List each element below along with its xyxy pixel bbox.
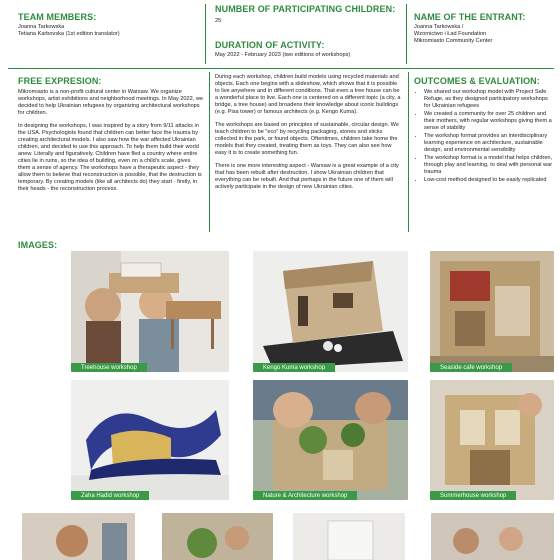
photo-row3-3 (293, 513, 405, 560)
team-member-1: Joanna Tarkowska (18, 24, 65, 30)
participants-section (215, 4, 400, 25)
middle-text-section (215, 74, 403, 197)
entrant-line-2: Wzornictwo i Ład Foundation (414, 31, 487, 37)
caption-nature-architecture: Nature & Architecture workshop (253, 491, 357, 500)
photo-row3-4 (431, 513, 554, 560)
outcome-item-4: • The workshop format is a model that helps children, through play and learning, to deal with personal war trauma (424, 155, 554, 176)
participants-title: NUMBER OF PARTICIPATING CHILDREN: (215, 4, 396, 14)
outcome-item-1: • We shared our workshop model with Project Safe Refuge, as they designed participatory workshops for Ukrainian refugees (424, 89, 554, 110)
photo-nature-architecture-workshop (253, 380, 408, 500)
caption-kengo-kuma: Kengo Kuma workshop (253, 363, 335, 372)
outcomes-title: OUTCOMES & EVALUATION: (414, 76, 540, 86)
team-member-2: Tetiana Karbovska (1st edition translator) (18, 31, 120, 37)
duration-section (215, 40, 405, 59)
participants-value: 25 (215, 18, 222, 24)
middle-paragraph-1: During each workshop, children build models using recycled materials and objects. Each one begins with a slideshow, which shows that it is possible to live anywhere and in different conditions. That even a tree house can be a wonderful place to live. Each one is centered on a different topic (a city, a bridge, a tree house) and broadens their knowledge about iconic buildings (e.g. Pisa tower) or famous architects (e.g. Kengo Kuma). (215, 74, 401, 115)
caption-zaha-hadid: Zaha Hadid workshop (71, 491, 149, 500)
photo-kengo-kuma-image (253, 251, 408, 372)
free-expression-title: FREE EXPRESION: (18, 76, 102, 86)
photo-summerhouse-workshop (430, 380, 554, 500)
photo-row3-2 (162, 513, 273, 560)
entrant-section (414, 12, 554, 45)
free-expression-section (18, 76, 204, 199)
team-members-title: TEAM MEMBERS: (18, 12, 97, 22)
photo-kengo-kuma-workshop (253, 251, 408, 372)
photo-treehouse-image (71, 251, 229, 372)
middle-paragraph-3: There is one more interesting aspect - Warsaw is a great example of a city that has been rebuilt after destruction. I show Ukrainian children that everything can be rebuilt. And that perhaps in the future one of them will actively participate in the design of new Ukrainian cities. (215, 163, 399, 190)
photo-zaha-hadid-image (71, 380, 229, 500)
content-divider-2 (408, 72, 409, 232)
caption-summerhouse: Summerhouse workshop (430, 491, 516, 500)
photo-seaside-cafe-workshop (430, 251, 554, 372)
photo-row3-1 (22, 513, 135, 560)
outcome-item-2: • We created a community for over 25 children and their mothers, with regular workshops giving them a sense of stability (424, 111, 554, 132)
entrant-line-1: Joanna Tarkowska / (414, 24, 464, 30)
photo-row3-3-image (293, 513, 405, 560)
outcome-item-5: • Low-cost method designed to be easily replicated (424, 177, 554, 184)
middle-paragraph-2: The workshops are based on principles of sustainable, circular design. We teach children to be "eco" by recycling packaging, stones and sticks collected in the park, or found objects. Oftentimes, children take home the models that they created, treating them as toys. They can also see how easy it is to create something fun. (215, 122, 399, 156)
outcome-item-3: • The workshop format provides an interdisciplinary learning experience on architecture, sustainable design, and environmental sensibility (424, 133, 554, 154)
photo-treehouse-workshop (71, 251, 229, 372)
free-expression-paragraph-1: Mikromiasto is a non-profit cultural center in Warsaw. We organize workshops, artist exhibitions and neighborhood meetings. In May 2022, we decided to help Ukrainian refugees by organizing architectural workshops for children. (18, 89, 204, 116)
entrant-line-3: Mikromiasto Community Center (414, 38, 493, 44)
header-divider-2 (406, 4, 407, 64)
photo-zaha-hadid-workshop (71, 380, 229, 500)
outcomes-list (414, 89, 554, 184)
images-title: IMAGES: (18, 240, 58, 250)
outcomes-section (414, 76, 554, 185)
duration-title: DURATION OF ACTIVITY: (215, 40, 325, 50)
photo-nature-architecture-image (253, 380, 408, 500)
photo-summerhouse-image (430, 380, 554, 500)
entrant-title: NAME OF THE ENTRANT: (414, 12, 526, 22)
photo-row3-4-image (431, 513, 554, 560)
photo-seaside-cafe-image (430, 251, 554, 372)
team-members-section (18, 12, 198, 38)
photo-row3-1-image (22, 513, 135, 560)
caption-seaside-cafe: Seaside cafe workshop (430, 363, 512, 372)
free-expression-paragraph-2: In designing the workshops, I was inspired by a story from 9/11 attacks in the USA. Psychologists found that children can better face the trauma by creating architectural models. I also saw how the war affected Ukrainian children, and decided to use this approach. To help them build their world anew. Literally and figuratively. Children have fled a country where entire cities lie in ruins, so the idea of building, even on a child's scale, gives them a sense of agency. The workshops have a therapeutic aspect - they allow them to believe that reconstruction is possible, that the destruction is temporary. By creating models (like all architects do) they start - firstly, in their heads - the reconstruction process. (18, 123, 202, 192)
caption-treehouse: Treehouse workshop (71, 363, 147, 372)
header-divider-1 (205, 4, 206, 64)
duration-value: May 2022 - February 2023 (two editions of workshops) (215, 52, 351, 58)
header-bottom-rule (8, 68, 554, 69)
content-divider-1 (209, 72, 210, 232)
photo-row3-2-image (162, 513, 273, 560)
